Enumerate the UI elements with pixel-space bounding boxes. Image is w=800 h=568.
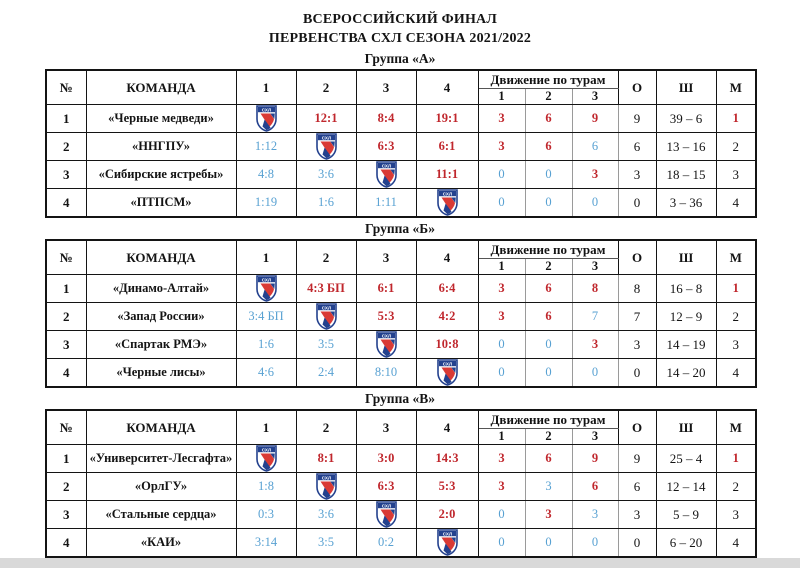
movement-cell: 0 xyxy=(478,529,525,558)
movement-cell: 3 xyxy=(478,275,525,303)
score-cell: 10:8 xyxy=(416,331,478,359)
score-cell: 6:1 xyxy=(356,275,416,303)
score-cell: 5:3 xyxy=(356,303,416,331)
movement-cell: 0 xyxy=(525,359,572,388)
logo-cell xyxy=(236,105,296,133)
score-cell: 4:6 xyxy=(236,359,296,388)
col-header-round-2: 2 xyxy=(296,410,356,445)
score-cell: 1:8 xyxy=(236,473,296,501)
place-cell: 1 xyxy=(716,275,756,303)
logo-cell xyxy=(416,189,478,218)
scan-edge-strip xyxy=(0,558,800,568)
svg-text:СХЛ: СХЛ xyxy=(442,361,452,367)
team-name-cell: «Динамо-Алтай» xyxy=(86,275,236,303)
score-cell: 1:6 xyxy=(296,189,356,218)
movement-cell: 3 xyxy=(572,331,618,359)
col-header-round-2: 2 xyxy=(296,240,356,275)
page-header xyxy=(0,0,800,48)
team-name-cell: «Запад России» xyxy=(86,303,236,331)
svg-text:СХЛ: СХЛ xyxy=(381,163,391,169)
movement-cell: 0 xyxy=(525,189,572,218)
score-cell: 12:1 xyxy=(296,105,356,133)
goals-cell: 25 – 4 xyxy=(656,445,716,473)
header-row xyxy=(46,410,756,429)
points-cell: 0 xyxy=(618,359,656,388)
place-cell: 4 xyxy=(716,189,756,218)
skhl-logo-icon xyxy=(256,445,277,472)
group-section-2 xyxy=(45,221,755,388)
table-row xyxy=(46,359,756,388)
goals-cell: 6 – 20 xyxy=(656,529,716,558)
points-cell: 6 xyxy=(618,473,656,501)
score-cell: 4:8 xyxy=(236,161,296,189)
points-cell: 9 xyxy=(618,445,656,473)
score-cell: 3:5 xyxy=(296,529,356,558)
col-header-team: КОМАНДА xyxy=(86,240,236,275)
logo-cell xyxy=(296,133,356,161)
place-cell: 1 xyxy=(716,445,756,473)
score-cell: 6:3 xyxy=(356,133,416,161)
goals-cell: 13 – 16 xyxy=(656,133,716,161)
col-header-team: КОМАНДА xyxy=(86,410,236,445)
row-number-cell: 3 xyxy=(46,331,86,359)
table-row xyxy=(46,133,756,161)
col-header-goals: Ш xyxy=(656,240,716,275)
movement-cell: 3 xyxy=(572,501,618,529)
score-cell: 8:1 xyxy=(296,445,356,473)
col-header-movement-sub-3: 3 xyxy=(572,89,618,105)
table-row xyxy=(46,501,756,529)
place-cell: 3 xyxy=(716,331,756,359)
score-cell: 14:3 xyxy=(416,445,478,473)
place-cell: 2 xyxy=(716,473,756,501)
col-header-movement-sub-1: 1 xyxy=(478,429,525,445)
group-section-3 xyxy=(45,391,755,558)
table-row xyxy=(46,275,756,303)
group-caption: Группа «А» xyxy=(364,51,436,66)
points-cell: 3 xyxy=(618,501,656,529)
score-cell: 2:4 xyxy=(296,359,356,388)
svg-text:СХЛ: СХЛ xyxy=(261,277,271,283)
col-header-round-4: 4 xyxy=(416,70,478,105)
goals-cell: 39 – 6 xyxy=(656,105,716,133)
skhl-logo-icon xyxy=(316,473,337,500)
score-cell: 3:0 xyxy=(356,445,416,473)
movement-cell: 6 xyxy=(525,133,572,161)
col-header-team: КОМАНДА xyxy=(86,70,236,105)
logo-cell xyxy=(236,275,296,303)
movement-cell: 0 xyxy=(478,359,525,388)
movement-cell: 6 xyxy=(572,473,618,501)
score-cell: 19:1 xyxy=(416,105,478,133)
col-header-movement-sub-1: 1 xyxy=(478,89,525,105)
movement-cell: 6 xyxy=(525,105,572,133)
page-title: ВСЕРОССИЙСКИЙ ФИНАЛ xyxy=(302,12,497,27)
score-cell: 2:0 xyxy=(416,501,478,529)
movement-cell: 3 xyxy=(478,445,525,473)
movement-cell: 9 xyxy=(572,105,618,133)
col-header-round-1: 1 xyxy=(236,240,296,275)
header-row xyxy=(46,70,756,89)
table-row xyxy=(46,303,756,331)
svg-text:СХЛ: СХЛ xyxy=(381,333,391,339)
team-name-cell: «КАИ» xyxy=(86,529,236,558)
movement-cell: 3 xyxy=(478,303,525,331)
team-name-cell: «Спартак РМЭ» xyxy=(86,331,236,359)
movement-cell: 3 xyxy=(478,133,525,161)
col-header-movement-sub-3: 3 xyxy=(572,429,618,445)
score-cell: 1:19 xyxy=(236,189,296,218)
group-caption: Группа «Б» xyxy=(365,221,435,236)
standings-table xyxy=(45,239,757,388)
logo-cell xyxy=(416,529,478,558)
goals-cell: 14 – 19 xyxy=(656,331,716,359)
points-cell: 6 xyxy=(618,133,656,161)
group-tables-container xyxy=(45,51,755,558)
team-name-cell: «Сибирские ястребы» xyxy=(86,161,236,189)
svg-text:СХЛ: СХЛ xyxy=(321,475,331,481)
row-number-cell: 4 xyxy=(46,359,86,388)
score-cell: 6:3 xyxy=(356,473,416,501)
score-cell: 3:6 xyxy=(296,161,356,189)
score-cell: 1:6 xyxy=(236,331,296,359)
table-row xyxy=(46,161,756,189)
logo-cell xyxy=(416,359,478,388)
col-header-round-4: 4 xyxy=(416,410,478,445)
place-cell: 2 xyxy=(716,303,756,331)
score-cell: 6:4 xyxy=(416,275,478,303)
movement-cell: 3 xyxy=(572,161,618,189)
col-header-place: М xyxy=(716,70,756,105)
col-header-goals: Ш xyxy=(656,410,716,445)
goals-cell: 5 – 9 xyxy=(656,501,716,529)
col-header-movement-sub-2: 2 xyxy=(525,89,572,105)
group-section-1 xyxy=(45,51,755,218)
score-cell: 3:4 БП xyxy=(236,303,296,331)
col-header-round-1: 1 xyxy=(236,410,296,445)
place-cell: 1 xyxy=(716,105,756,133)
points-cell: 0 xyxy=(618,189,656,218)
col-header-goals: Ш xyxy=(656,70,716,105)
standings-table xyxy=(45,69,757,218)
table-row xyxy=(46,445,756,473)
logo-cell xyxy=(356,501,416,529)
place-cell: 2 xyxy=(716,133,756,161)
score-cell: 3:5 xyxy=(296,331,356,359)
movement-cell: 3 xyxy=(525,473,572,501)
movement-cell: 6 xyxy=(525,275,572,303)
movement-cell: 9 xyxy=(572,445,618,473)
logo-cell xyxy=(236,445,296,473)
skhl-logo-icon xyxy=(437,529,458,556)
movement-cell: 0 xyxy=(478,501,525,529)
row-number-cell: 2 xyxy=(46,133,86,161)
col-header-round-3: 3 xyxy=(356,410,416,445)
skhl-logo-icon xyxy=(316,133,337,160)
group-caption: Группа «В» xyxy=(364,391,435,406)
logo-cell xyxy=(296,303,356,331)
movement-cell: 0 xyxy=(478,189,525,218)
goals-cell: 12 – 14 xyxy=(656,473,716,501)
team-name-cell: «ННГПУ» xyxy=(86,133,236,161)
score-cell: 6:1 xyxy=(416,133,478,161)
svg-text:СХЛ: СХЛ xyxy=(442,191,452,197)
points-cell: 7 xyxy=(618,303,656,331)
place-cell: 4 xyxy=(716,359,756,388)
movement-cell: 0 xyxy=(525,529,572,558)
score-cell: 5:3 xyxy=(416,473,478,501)
row-number-cell: 3 xyxy=(46,161,86,189)
goals-cell: 14 – 20 xyxy=(656,359,716,388)
col-header-round-4: 4 xyxy=(416,240,478,275)
skhl-logo-icon xyxy=(256,275,277,302)
points-cell: 8 xyxy=(618,275,656,303)
team-name-cell: «Стальные сердца» xyxy=(86,501,236,529)
score-cell: 3:14 xyxy=(236,529,296,558)
movement-cell: 3 xyxy=(478,473,525,501)
movement-cell: 7 xyxy=(572,303,618,331)
row-number-cell: 1 xyxy=(46,445,86,473)
col-header-round-3: 3 xyxy=(356,70,416,105)
header-row xyxy=(46,240,756,259)
skhl-logo-icon xyxy=(376,331,397,358)
movement-cell: 3 xyxy=(478,105,525,133)
team-name-cell: «ПТПСМ» xyxy=(86,189,236,218)
row-number-cell: 1 xyxy=(46,275,86,303)
row-number-cell: 4 xyxy=(46,189,86,218)
goals-cell: 18 – 15 xyxy=(656,161,716,189)
standings-table xyxy=(45,409,757,558)
skhl-logo-icon xyxy=(437,189,458,216)
goals-cell: 3 – 36 xyxy=(656,189,716,218)
table-row xyxy=(46,189,756,218)
col-header-place: М xyxy=(716,240,756,275)
score-cell: 8:10 xyxy=(356,359,416,388)
col-header-movement-sub-1: 1 xyxy=(478,259,525,275)
table-row xyxy=(46,105,756,133)
page-subtitle: ПЕРВЕНСТВА СХЛ СЕЗОНА 2021/2022 xyxy=(268,31,532,46)
goals-cell: 16 – 8 xyxy=(656,275,716,303)
col-header-num: № xyxy=(46,240,86,275)
col-header-round-3: 3 xyxy=(356,240,416,275)
col-header-movement-sub-3: 3 xyxy=(572,259,618,275)
svg-text:СХЛ: СХЛ xyxy=(381,503,391,509)
col-header-movement: Движение по турам xyxy=(478,70,618,89)
movement-cell: 8 xyxy=(572,275,618,303)
col-header-round-1: 1 xyxy=(236,70,296,105)
movement-cell: 6 xyxy=(525,303,572,331)
row-number-cell: 2 xyxy=(46,303,86,331)
score-cell: 1:11 xyxy=(356,189,416,218)
place-cell: 3 xyxy=(716,501,756,529)
score-cell: 1:12 xyxy=(236,133,296,161)
movement-cell: 3 xyxy=(525,501,572,529)
table-row xyxy=(46,473,756,501)
movement-cell: 0 xyxy=(572,359,618,388)
team-name-cell: «ОрлГУ» xyxy=(86,473,236,501)
movement-cell: 6 xyxy=(572,133,618,161)
skhl-logo-icon xyxy=(437,359,458,386)
col-header-movement-sub-2: 2 xyxy=(525,259,572,275)
col-header-points: О xyxy=(618,70,656,105)
row-number-cell: 1 xyxy=(46,105,86,133)
score-cell: 0:2 xyxy=(356,529,416,558)
col-header-place: М xyxy=(716,410,756,445)
col-header-movement: Движение по турам xyxy=(478,410,618,429)
col-header-round-2: 2 xyxy=(296,70,356,105)
svg-text:СХЛ: СХЛ xyxy=(261,107,271,113)
score-cell: 4:3 БП xyxy=(296,275,356,303)
score-cell: 0:3 xyxy=(236,501,296,529)
movement-cell: 0 xyxy=(525,161,572,189)
score-cell: 8:4 xyxy=(356,105,416,133)
logo-cell xyxy=(356,161,416,189)
score-cell: 11:1 xyxy=(416,161,478,189)
col-header-movement-sub-2: 2 xyxy=(525,429,572,445)
points-cell: 3 xyxy=(618,161,656,189)
row-number-cell: 4 xyxy=(46,529,86,558)
goals-cell: 12 – 9 xyxy=(656,303,716,331)
col-header-num: № xyxy=(46,410,86,445)
team-name-cell: «Черные медведи» xyxy=(86,105,236,133)
score-cell: 4:2 xyxy=(416,303,478,331)
score-cell: 3:6 xyxy=(296,501,356,529)
movement-cell: 0 xyxy=(525,331,572,359)
team-name-cell: «Черные лисы» xyxy=(86,359,236,388)
svg-text:СХЛ: СХЛ xyxy=(321,135,331,141)
svg-text:СХЛ: СХЛ xyxy=(321,305,331,311)
movement-cell: 0 xyxy=(572,529,618,558)
movement-cell: 6 xyxy=(525,445,572,473)
skhl-logo-icon xyxy=(256,105,277,132)
points-cell: 3 xyxy=(618,331,656,359)
col-header-num: № xyxy=(46,70,86,105)
row-number-cell: 2 xyxy=(46,473,86,501)
skhl-logo-icon xyxy=(376,161,397,188)
movement-cell: 0 xyxy=(478,331,525,359)
col-header-movement: Движение по турам xyxy=(478,240,618,259)
points-cell: 0 xyxy=(618,529,656,558)
skhl-logo-icon xyxy=(376,501,397,528)
col-header-points: О xyxy=(618,240,656,275)
row-number-cell: 3 xyxy=(46,501,86,529)
skhl-logo-icon xyxy=(316,303,337,330)
logo-cell xyxy=(356,331,416,359)
movement-cell: 0 xyxy=(572,189,618,218)
svg-text:СХЛ: СХЛ xyxy=(442,531,452,537)
logo-cell xyxy=(296,473,356,501)
place-cell: 3 xyxy=(716,161,756,189)
table-row xyxy=(46,331,756,359)
movement-cell: 0 xyxy=(478,161,525,189)
points-cell: 9 xyxy=(618,105,656,133)
team-name-cell: «Университет-Лесгафта» xyxy=(86,445,236,473)
col-header-points: О xyxy=(618,410,656,445)
table-row xyxy=(46,529,756,558)
place-cell: 4 xyxy=(716,529,756,558)
svg-text:СХЛ: СХЛ xyxy=(261,447,271,453)
